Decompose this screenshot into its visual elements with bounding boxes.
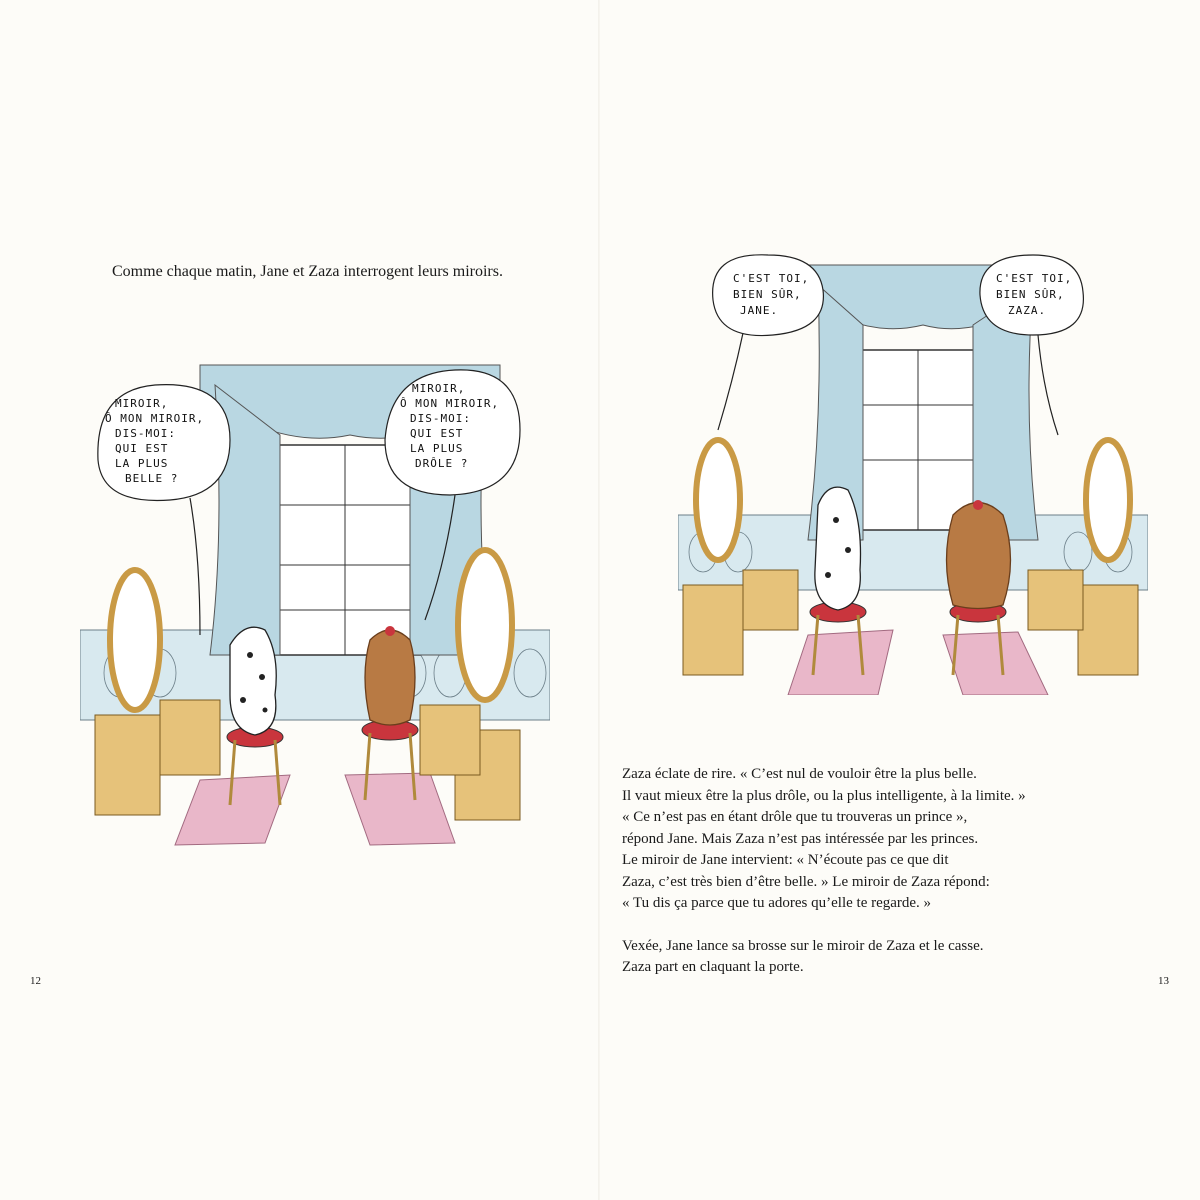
svg-text:BIEN SÛR,: BIEN SÛR, [733,288,802,301]
text-line: Le miroir de Jane intervient: « N’écoute pas ce que dit [622,852,949,868]
vanity-right-table [1028,570,1083,630]
svg-text:DIS-MOI:: DIS-MOI: [410,412,471,425]
text-line: Zaza éclate de rire. « C’est nul de vouloir être la plus belle. [622,766,977,782]
svg-text:LA PLUS: LA PLUS [115,457,169,470]
jane-dalmatian [230,627,276,735]
rug-right [943,632,1048,695]
text-line: Il vaut mieux être la plus drôle, ou la plus intelligente, à la limite. » [622,787,1026,804]
svg-text:QUI EST: QUI EST [410,427,464,440]
paragraph-2 [622,936,1082,979]
zaza-yorkie [365,630,415,725]
svg-text:C'EST TOI,: C'EST TOI, [996,272,1073,285]
svg-text:DRÔLE ?: DRÔLE ? [415,457,469,470]
vanity-right-table [420,705,480,775]
right-page [600,0,1200,1200]
mirror-right [1086,440,1130,560]
svg-text:MIROIR,: MIROIR, [412,382,466,395]
story-text [622,764,1082,979]
rug-left [788,630,893,695]
mirror-left [110,570,160,710]
right-illustration [678,240,1148,695]
svg-text:LA PLUS: LA PLUS [410,442,464,455]
svg-text:QUI EST: QUI EST [115,442,169,455]
svg-text:BELLE ?: BELLE ? [125,472,179,485]
vanity-right-drawers [1078,585,1138,675]
mirror-left [696,440,740,560]
paragraph-1 [622,764,1082,915]
left-illustration [80,355,550,855]
vanity-left-table [743,570,798,630]
svg-text:JANE.: JANE. [740,304,779,317]
bubble-jane-tail [190,498,200,635]
text-line: Zaza part en claquant la porte. [622,959,804,975]
jane-dalmatian [815,487,861,610]
text-line: Zaza, c’est très bien d’être belle. » Le miroir de Zaza répond: [622,873,990,890]
svg-text:DIS-MOI:: DIS-MOI: [115,427,176,440]
zaza-bow [385,626,395,636]
vanity-left-drawers [95,715,160,815]
svg-text:ZAZA.: ZAZA. [1008,304,1047,317]
svg-text:C'EST TOI,: C'EST TOI, [733,272,810,285]
left-page-caption: Comme chaque matin, Jane et Zaza interrogent leurs miroirs. [112,263,503,280]
rug-right [345,773,455,845]
bubble-mirror-jane-tail [718,333,743,430]
zaza-bow [973,500,983,510]
text-line: « Tu dis ça parce que tu adores qu’elle te regarde. » [622,895,932,911]
svg-text:Ô MON MIROIR,: Ô MON MIROIR, [105,412,205,425]
zaza-yorkie [947,503,1011,609]
text-line: Vexée, Jane lance sa brosse sur le miroir de Zaza et le casse. [622,937,984,954]
mirror-right [458,550,512,700]
text-line: répond Jane. Mais Zaza n’est pas intéressée par les princes. [622,830,979,847]
page-number-left: 12 [30,975,41,987]
page-number-right: 13 [1158,975,1169,987]
svg-text:Ô MON MIROIR,: Ô MON MIROIR, [400,397,500,410]
text-line: « Ce n’est pas en étant drôle que tu trouveras un prince », [622,809,968,825]
vanity-left-table [160,700,220,775]
vanity-left-drawers [683,585,743,675]
svg-text:BIEN SÛR,: BIEN SÛR, [996,288,1065,301]
bubble-mirror-zaza-tail [1038,335,1058,435]
svg-text:MIROIR,: MIROIR, [115,397,169,410]
